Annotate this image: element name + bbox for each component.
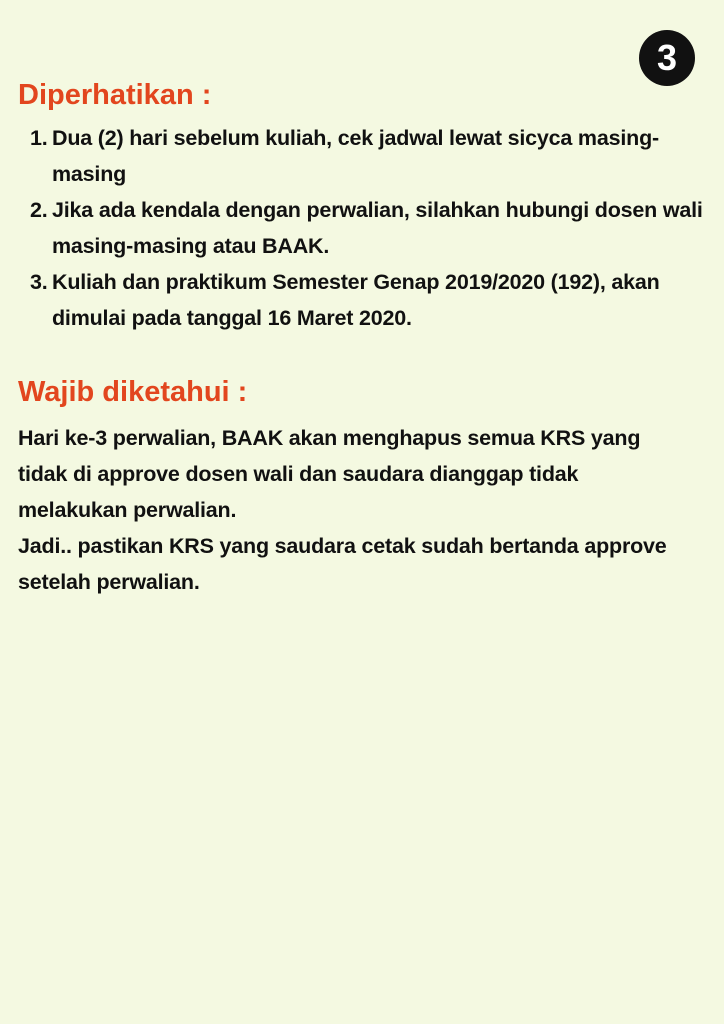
note-number: 2. bbox=[30, 198, 48, 222]
note-text: Jika ada kendala dengan perwalian, silahkan hubungi dosen wali masing-masing atau BAAK. bbox=[52, 198, 703, 258]
mandatory-line: tidak di approve dosen wali dan saudara dianggap tidak bbox=[18, 462, 579, 486]
note-item-3 bbox=[22, 264, 712, 336]
page-number-badge: 3 bbox=[639, 30, 695, 86]
note-item-2 bbox=[22, 192, 712, 264]
mandatory-line: setelah perwalian. bbox=[18, 570, 200, 594]
notes-heading: Diperhatikan : bbox=[18, 79, 212, 111]
mandatory-line: Hari ke-3 perwalian, BAAK akan menghapus semua KRS yang bbox=[18, 426, 641, 450]
mandatory-line: melakukan perwalian. bbox=[18, 498, 237, 522]
mandatory-heading: Wajib diketahui : bbox=[18, 376, 248, 408]
mandatory-text bbox=[18, 420, 718, 600]
note-item-1 bbox=[22, 120, 712, 192]
notes-list bbox=[22, 120, 712, 336]
note-number: 3. bbox=[30, 270, 48, 294]
note-text: Kuliah dan praktikum Semester Genap 2019/2020 (192), akan dimulai pada tanggal 16 Maret 2020. bbox=[52, 270, 660, 330]
mandatory-line: Jadi.. pastikan KRS yang saudara cetak sudah bertanda approve bbox=[18, 534, 667, 558]
note-number: 1. bbox=[30, 126, 48, 150]
note-text: Dua (2) hari sebelum kuliah, cek jadwal lewat sicyca masing-masing bbox=[52, 126, 659, 186]
